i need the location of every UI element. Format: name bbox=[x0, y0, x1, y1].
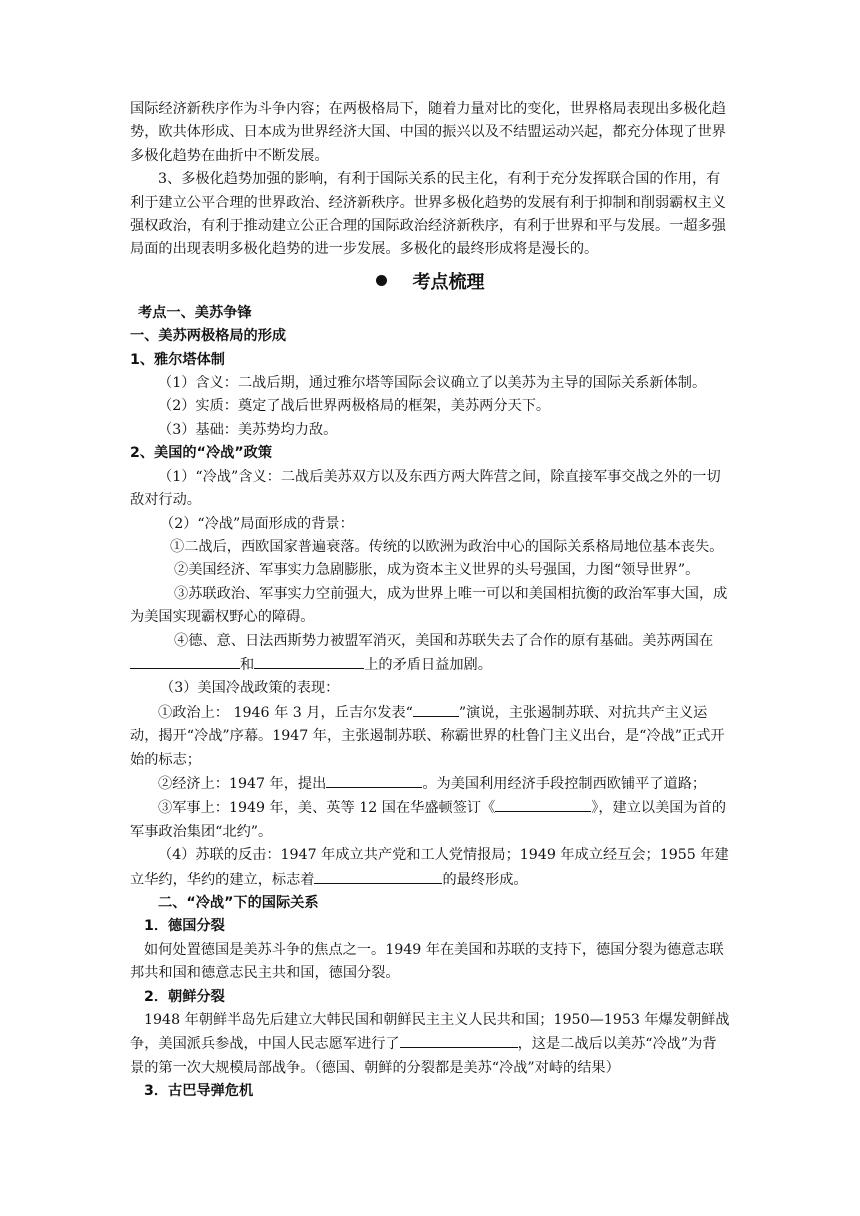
paragraph bbox=[130, 772, 730, 796]
text-segment: ②经济上：1947 年，提出 bbox=[158, 775, 327, 792]
fill-blank[interactable] bbox=[413, 701, 459, 717]
text-segment: ③军事上：1949 年，美、英等 12 国在华盛顿签订《 bbox=[158, 800, 496, 817]
paragraph: 如何处置德国是美苏斗争的焦点之一。1949 年在美国和苏联的支持下，德国分裂为德意志联邦共和国和德意志民主共和国，德国分裂。 bbox=[130, 941, 724, 982]
heading-level2: 3．古巴导弹危机 bbox=[144, 1083, 254, 1100]
paragraph bbox=[130, 1009, 730, 1080]
fill-blank[interactable] bbox=[326, 772, 422, 788]
heading-kaodian: 考点一、美苏争锋 bbox=[138, 304, 252, 321]
text-segment: ①政治上： 1946 年 3 月，丘吉尔发表“ bbox=[158, 704, 413, 721]
paragraph: ③苏联政治、军事实力空前强大，成为世界上唯一可以和美国相抗衡的政治军事大国，成为美国实现霸权野心的障碍。 bbox=[130, 585, 728, 626]
list-item: （2）实质：奠定了战后世界两极格局的框架，美苏两分天下。 bbox=[158, 398, 551, 415]
heading-level2: 2．朝鲜分裂 bbox=[144, 988, 225, 1005]
text-segment: 》，建立以美国为首的军事政治集团“北约”。 bbox=[130, 800, 727, 840]
text-segment: ④德、意、日法西斯势力被盟军消灭，美国和苏联失去了合作的原有基础。美苏两国在 bbox=[174, 632, 714, 649]
bullet-dot-icon bbox=[376, 275, 387, 286]
text-segment: 和 bbox=[240, 656, 255, 673]
fill-blank[interactable] bbox=[495, 796, 591, 812]
paragraph bbox=[130, 701, 730, 772]
paragraph bbox=[130, 630, 730, 678]
fill-blank[interactable] bbox=[130, 653, 240, 669]
fill-blank[interactable] bbox=[314, 868, 442, 884]
text-segment: （4）苏联的反击：1947 年成立共产党和工人党情报局；1949 年成立经互会；1955 年建立华约，华约的建立，标志着 bbox=[130, 847, 729, 888]
list-item: （3）基础：美苏势均力敌。 bbox=[158, 421, 338, 438]
heading-level1: 一、美苏两极格局的形成 bbox=[130, 328, 287, 345]
fill-blank[interactable] bbox=[254, 653, 364, 669]
section-title: 考点梳理 bbox=[412, 271, 485, 293]
paragraph: 国际经济新秩序作为斗争内容；在两极格局下，随着力量对比的变化，世界格局表现出多极化趋势，欧共体形成、日本成为世界经济大国、中国的振兴以及不结盟运动兴起，都充分体现了世界多极化趋势在曲折中不断发展。 bbox=[130, 101, 726, 164]
text-segment: 1948 年朝鲜半岛先后建立大韩民国和朝鲜民主主义人民共和国；1950—1953 年爆发朝鲜战争，美国派兵参战，中国人民志愿军进行了 bbox=[130, 1012, 730, 1053]
heading-level2: 2、美国的“冷战”政策 bbox=[130, 445, 273, 462]
heading-level2: 1、雅尔塔体制 bbox=[130, 351, 225, 368]
paragraph bbox=[130, 796, 730, 844]
text-segment: 上的矛盾日益加剧。 bbox=[364, 656, 492, 673]
text-segment: 。为美国利用经济手段控制西欧铺平了道路； bbox=[422, 775, 707, 792]
paragraph: （2）“冷战”局面形成的背景： bbox=[160, 515, 354, 532]
document-page bbox=[130, 98, 730, 1104]
text-segment: ，这是二战后以美苏“冷战”为背景的第一次大规模局部战争。（德国、朝鲜的分裂都是美苏“冷战”对峙的结果） bbox=[130, 1036, 717, 1076]
heading-level2: 1．德国分裂 bbox=[144, 918, 225, 935]
paragraph: ②美国经济、军事实力急剧膨胀，成为资本主义世界的头号强国，力图“领导世界”。 bbox=[174, 562, 700, 579]
paragraph bbox=[130, 844, 730, 892]
paragraph: （3）美国冷战政策的表现： bbox=[160, 680, 340, 697]
section-heading bbox=[130, 268, 730, 298]
fill-blank[interactable] bbox=[400, 1032, 518, 1048]
paragraph: ①二战后，西欧国家普遍衰落。传统的以欧洲为政治中心的国际关系格局地位基本丧失。 bbox=[170, 538, 724, 555]
heading-level1: 二、“冷战”下的国际关系 bbox=[158, 895, 319, 911]
paragraph: 3、多极化趋势加强的影响，有利于国际关系的民主化，有利于充分发挥联合国的作用，有利于建立公平合理的世界政治、经济新秩序。世界多极化趋势的发展有利于抑制和削弱霸权主义强权政治，有利于推动建立公正合理的国际政治经济新秩序，有利于世界和平与发展。一超多强局面的出现表明多极化趋势的进一步发展。多极化的最终形成将是漫长的。 bbox=[130, 171, 726, 258]
paragraph: （1）“冷战”含义：二战后美苏双方以及东西方两大阵营之间，除直接军事交战之外的一切敌对行动。 bbox=[130, 468, 721, 509]
text-segment: ”演说，主张遏制苏联、对抗共产主义运动，揭开“冷战”序幕。1947 年，主张遏制苏联、称霸世界的杜鲁门主义出台，是“冷战”正式开始的标志； bbox=[130, 704, 725, 768]
list-item: （1）含义：二战后期，通过雅尔塔等国际会议确立了以美苏为主导的国际关系新体制。 bbox=[158, 375, 707, 392]
text-segment: 的最终形成。 bbox=[442, 871, 528, 888]
